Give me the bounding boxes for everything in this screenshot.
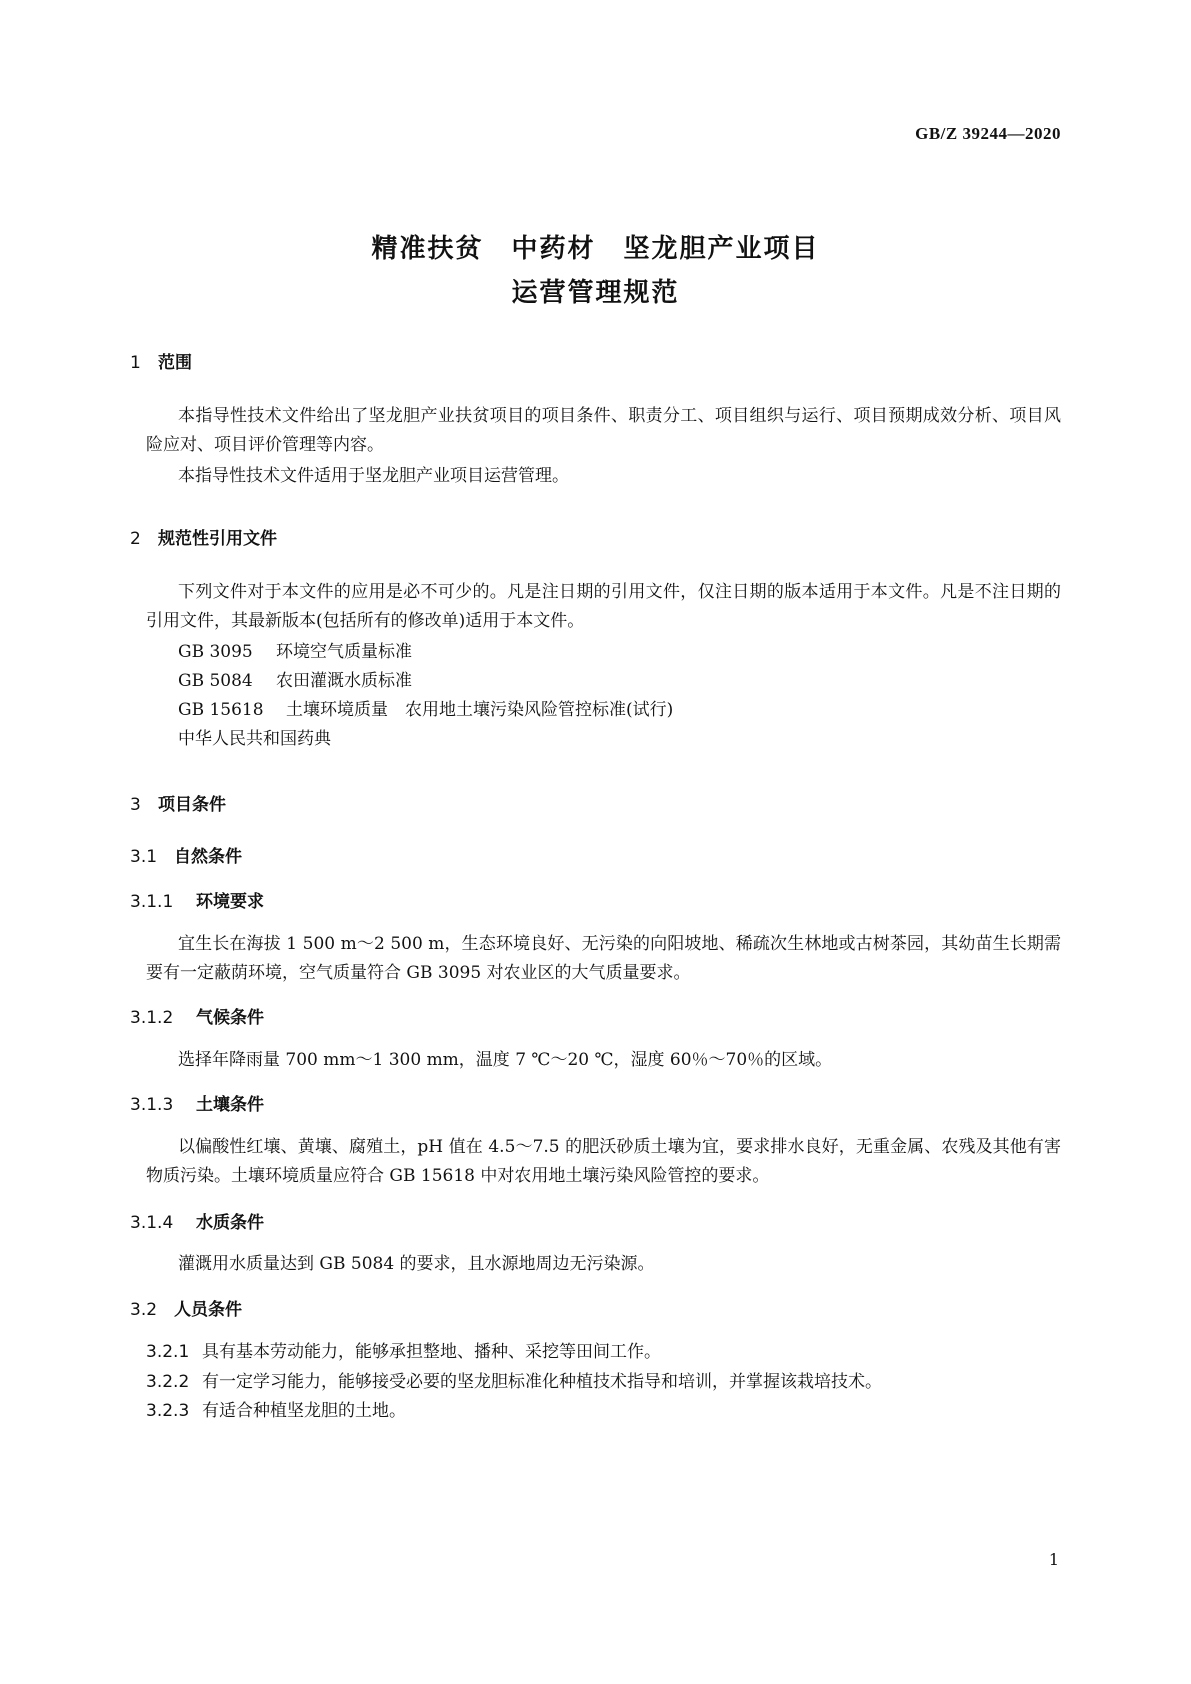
section-1-paragraph-2: 本指导性技术文件适用于坚龙胆产业项目运营管理。 — [178, 466, 569, 486]
page-number: 1 — [1048, 1550, 1059, 1569]
list-item: 3.2.3 有适合种植坚龙胆的土地。 — [146, 1401, 406, 1421]
section-heading-1: 1 范围 — [130, 353, 192, 373]
reference-item: GB 5084 农田灌溉水质标准 — [178, 671, 412, 691]
reference-item: GB 15618 土壤环境质量 农用地土壤污染风险管控标准(试行) — [178, 700, 674, 720]
section-heading-3: 3 项目条件 — [130, 795, 226, 815]
section-1-paragraph-1: 本指导性技术文件给出了坚龙胆产业扶贫项目的项目条件、职责分工、项目组织与运行、项目预期成效分析、项目风险应对、项目评价管理等内容。 — [146, 406, 1061, 455]
document-title-line2: 运营管理规范 — [511, 278, 680, 308]
section-heading-3-2: 3.2 人员条件 — [130, 1300, 242, 1320]
section-2-paragraph-1: 下列文件对于本文件的应用是必不可少的。凡是注日期的引用文件，仅注日期的版本适用于本文件。凡是不注日期的引用文件，其最新版本(包括所有的修改单)适用于本文件。 — [146, 582, 1061, 631]
section-heading-3-1-1: 3.1.1 环境要求 — [130, 892, 264, 912]
document-title-line1: 精准扶贫 中药材 坚龙胆产业项目 — [371, 234, 820, 264]
reference-item: 中华人民共和国药典 — [178, 729, 331, 749]
section-heading-3-1-4: 3.1.4 水质条件 — [130, 1213, 264, 1233]
section-heading-3-1: 3.1 自然条件 — [130, 847, 242, 867]
section-heading-2: 2 规范性引用文件 — [130, 529, 277, 549]
list-item: 3.2.2 有一定学习能力，能够接受必要的坚龙胆标准化种植技术指导和培训，并掌握该栽培技术。 — [146, 1372, 882, 1392]
reference-item: GB 3095 环境空气质量标准 — [178, 642, 412, 662]
standard-code: GB/Z 39244—2020 — [915, 124, 1061, 143]
list-item: 3.2.1 具有基本劳动能力，能够承担整地、播种、采挖等田间工作。 — [146, 1342, 661, 1362]
section-3-1-4-paragraph: 灌溉用水质量达到 GB 5084 的要求，且水源地周边无污染源。 — [178, 1254, 655, 1274]
section-heading-3-1-2: 3.1.2 气候条件 — [130, 1008, 264, 1028]
section-heading-3-1-3: 3.1.3 土壤条件 — [130, 1095, 264, 1115]
section-3-1-2-paragraph: 选择年降雨量 700 mm～1 300 mm，温度 7 ℃～20 ℃，湿度 60％～70％的区域。 — [178, 1050, 833, 1070]
section-3-1-3-paragraph: 以偏酸性红壤、黄壤、腐殖土，pH 值在 4.5～7.5 的肥沃砂质土壤为宜，要求排水良好，无重金属、农残及其他有害物质污染。土壤环境质量应符合 GB 15618 中对农用地土壤污染风险管控的要求。 — [146, 1137, 1061, 1186]
section-3-1-1-paragraph: 宜生长在海拔 1 500 m～2 500 m，生态环境良好、无污染的向阳坡地、稀疏次生林地或古树茶园，其幼苗生长期需要有一定蔽荫环境，空气质量符合 GB 3095 对农业区的大气质量要求。 — [146, 934, 1061, 983]
